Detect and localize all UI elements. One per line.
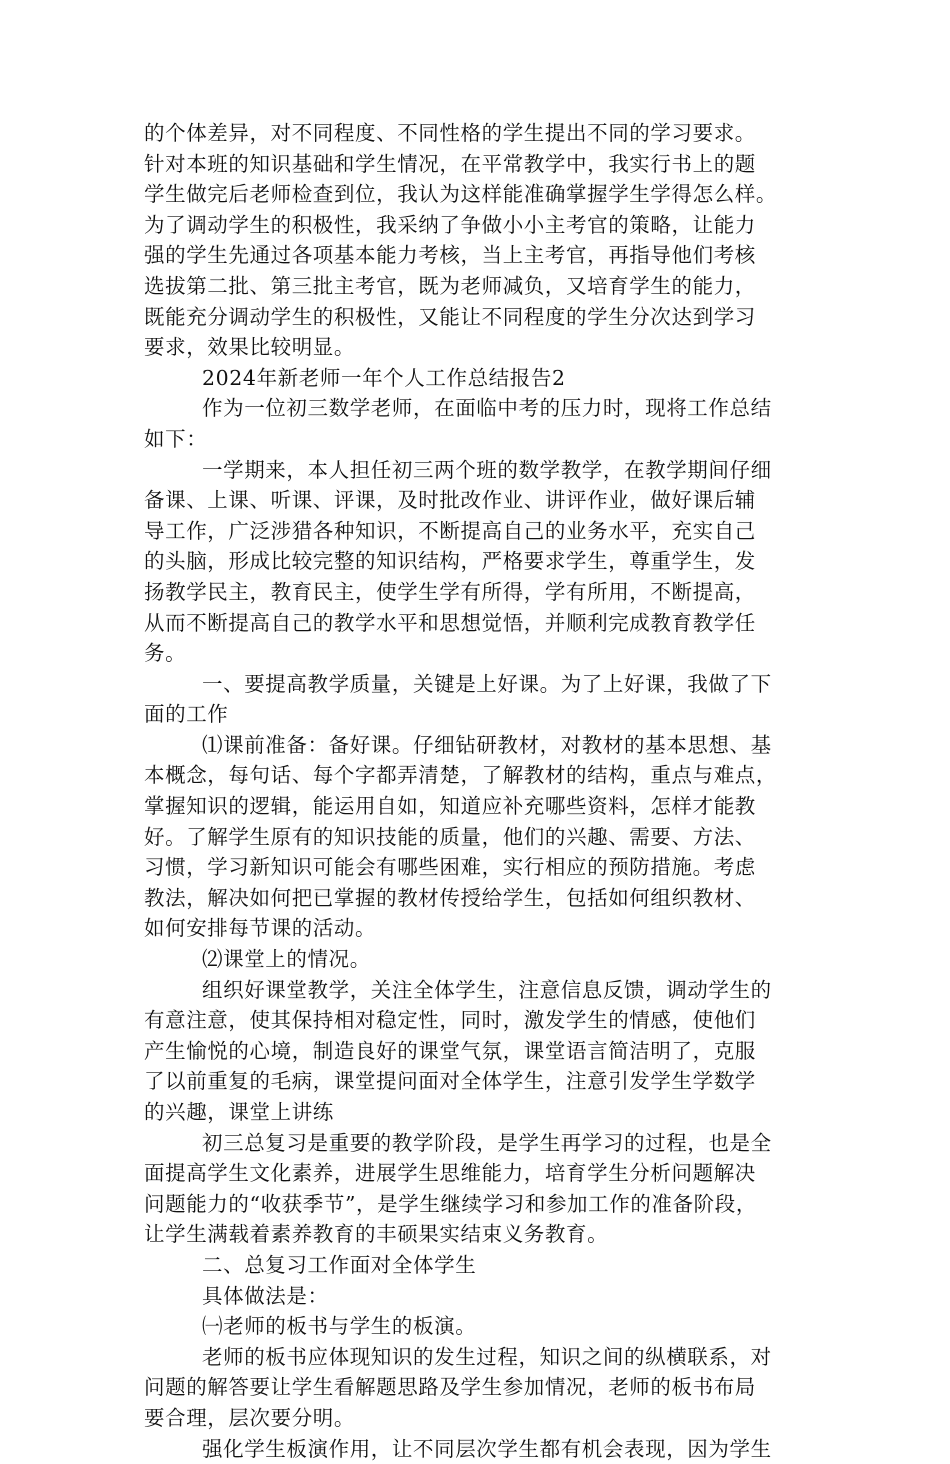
text-line: 务。 <box>144 641 187 666</box>
text-line: 学生做完后老师检查到位，我认为这样能准确掌握学生学得怎么样。 <box>144 182 777 207</box>
text-line: 掌握知识的逻辑，能运用自如，知道应补充哪些资料，怎样才能教 <box>144 794 756 819</box>
text-line: 老师的板书应体现知识的发生过程，知识之间的纵横联系，对 <box>202 1344 772 1369</box>
text-line: ⑵课堂上的情况。 <box>202 947 371 972</box>
text-line: 问题能力的“收获季节”，是学生继续学习和参加工作的准备阶段， <box>144 1191 757 1216</box>
text-line: 一学期来，本人担任初三两个班的数学教学，在教学期间仔细 <box>202 457 772 482</box>
text-line: 从而不断提高自己的教学水平和思想觉悟，并顺利完成教育教学任 <box>144 610 756 635</box>
text-line: 2024年新老师一年个人工作总结报告2 <box>202 365 566 390</box>
text-line: 扬教学民主，教育民主，使学生学有所得，学有所用，不断提高， <box>144 579 756 604</box>
text-line: 让学生满载着素养教育的丰硕果实结束义务教育。 <box>144 1222 609 1247</box>
text-line: 强化学生板演作用，让不同层次学生都有机会表现，因为学生 <box>202 1436 772 1461</box>
text-line: 习惯，学习新知识可能会有哪些困难，实行相应的预防措施。考虑 <box>144 855 756 880</box>
text-line: 组织好课堂教学，关注全体学生，注意信息反馈，调动学生的 <box>202 977 772 1002</box>
text-line: 初三总复习是重要的教学阶段，是学生再学习的过程，也是全 <box>202 1130 772 1155</box>
text-line: 产生愉悦的心境，制造良好的课堂气氛，课堂语言简洁明了，克服 <box>144 1038 756 1063</box>
text-line: ㈠老师的板书与学生的板演。 <box>202 1314 477 1339</box>
text-line: 问题的解答要让学生看解题思路及学生参加情况，老师的板书布局 <box>144 1375 756 1400</box>
text-line: 的个体差异，对不同程度、不同性格的学生提出不同的学习要求。 <box>144 121 756 145</box>
text-line: 如何安排每节课的活动。 <box>144 916 377 941</box>
text-line: 二、总复习工作面对全体学生 <box>202 1252 477 1277</box>
text-line: 导工作，广泛涉猎各种知识，不断提高自己的业务水平，充实自己 <box>144 518 756 543</box>
text-line: 要合理，层次要分明。 <box>144 1405 355 1430</box>
text-line: 为了调动学生的积极性，我采纳了争做小小主考官的策略，让能力 <box>144 212 756 237</box>
text-line: 针对本班的知识基础和学生情况，在平常教学中，我实行书上的题 <box>144 151 756 176</box>
text-line: 具体做法是： <box>202 1283 329 1308</box>
text-line: 备课、上课、听课、评课，及时批改作业、讲评作业，做好课后辅 <box>144 488 756 513</box>
text-line: 强的学生先通过各项基本能力考核，当上主考官，再指导他们考核 <box>144 243 756 268</box>
text-line: 面提高学生文化素养，进展学生思维能力，培育学生分析问题解决 <box>144 1161 756 1186</box>
text-line: 本概念，每句话、每个字都弄清楚，了解教材的结构，重点与难点， <box>144 763 777 788</box>
text-line: 有意注意，使其保持相对稳定性，同时，激发学生的情感，使他们 <box>144 1008 756 1033</box>
text-line: 的兴趣，课堂上讲练 <box>144 1100 334 1124</box>
text-line: 既能充分调动学生的积极性，又能让不同程度的学生分次达到学习 <box>144 304 756 329</box>
text-line: 如下： <box>144 426 208 451</box>
text-line: 作为一位初三数学老师，在面临中考的压力时，现将工作总结 <box>202 396 772 421</box>
text-line: 教法，解决如何把已掌握的教材传授给学生，包括如何组织教材、 <box>144 885 756 910</box>
text-line: 选拔第二批、第三批主考官，既为老师减负，又培育学生的能力， <box>144 273 756 298</box>
text-line: 一、要提高教学质量，关键是上好课。为了上好课，我做了下 <box>202 671 772 696</box>
text-line: 的头脑，形成比较完整的知识结构，严格要求学生，尊重学生，发 <box>144 549 756 574</box>
document-page <box>144 118 814 1464</box>
text-line: ⑴课前准备：备好课。仔细钻研教材，对教材的基本思想、基 <box>202 732 772 757</box>
text-line: 了以前重复的毛病，课堂提问面对全体学生，注意引发学生学数学 <box>144 1069 756 1094</box>
text-line: 要求，效果比较明显。 <box>144 335 355 360</box>
text-line: 面的工作 <box>144 702 229 727</box>
text-line: 好。了解学生原有的知识技能的质量，他们的兴趣、需要、方法、 <box>144 824 756 849</box>
